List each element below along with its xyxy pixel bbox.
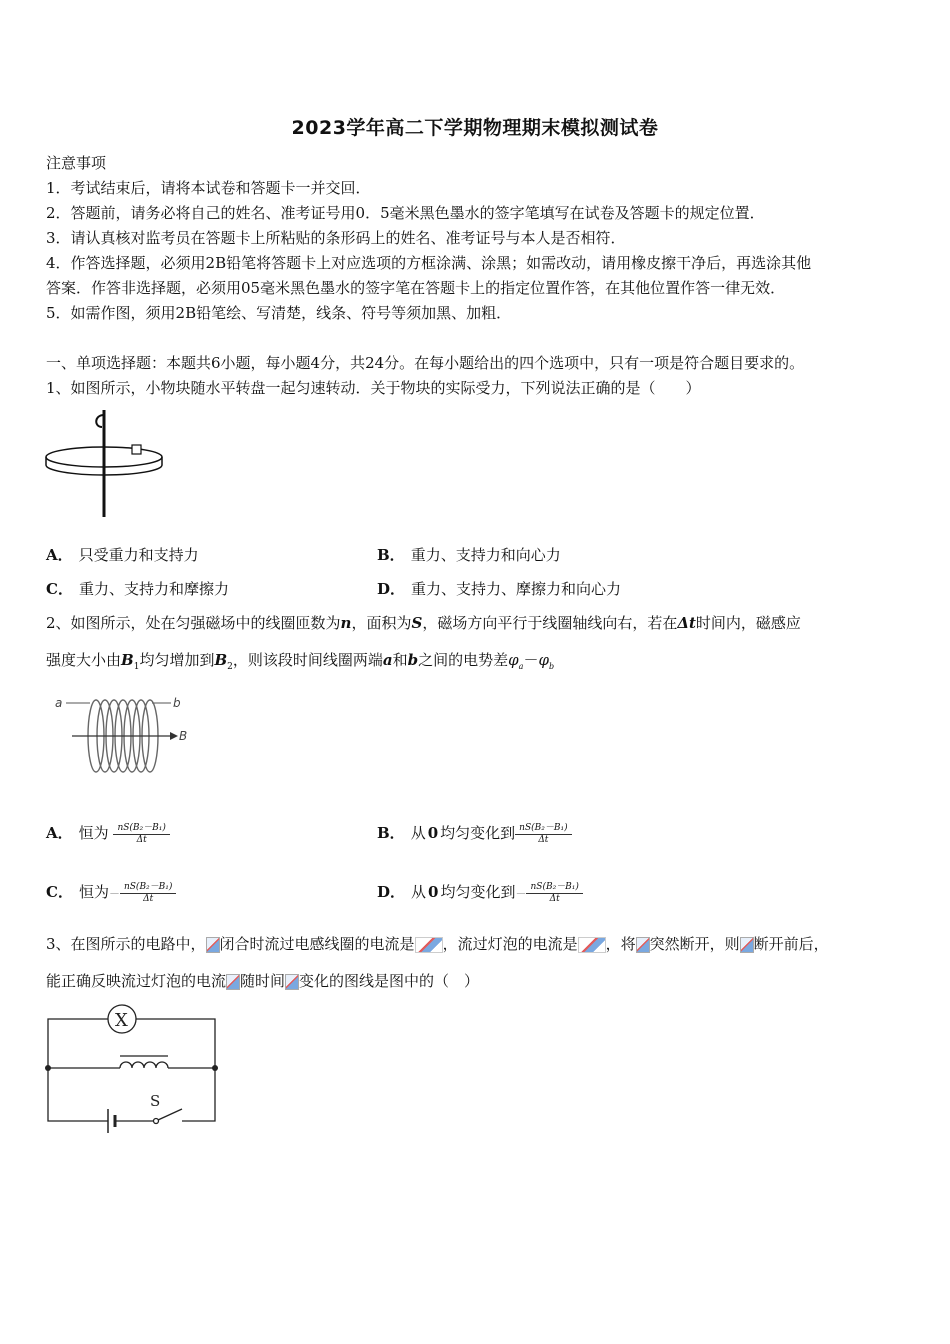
- note-item-5: 5．如需作图，须用2B铅笔绘、写清楚，线条、符号等须加黑、加粗．: [46, 304, 512, 322]
- page-title: 2023学年高二下学期物理期末模拟测试卷: [291, 117, 659, 139]
- note-item-4: 4．作答选择题，必须用2B铅笔将答题卡上对应选项的方框涂满、涂黑；如需改动，请用橡皮擦干净后，再选涂其他: [46, 254, 812, 272]
- broken-image-icon: [285, 974, 299, 990]
- q1-option-d[interactable]: D． 重力、支持力、摩擦力和向心力: [377, 580, 622, 598]
- q2-stem-line1: 2、如图所示，处在匀强磁场中的线圈匝数为n，面积为S，磁场方向平行于线圈轴线向右，若在Δt时间内，磁感应: [46, 614, 801, 632]
- fraction: $\frac{\text{nS(B₂－B₁)}}{\Delta t}$: [120, 882, 176, 905]
- q3-stem-line2: 能正确反映流过灯泡的电流 随时间 变化的图线是图中的（ ）: [46, 972, 480, 990]
- q2-stem-line2: 强度大小由$B_1$均匀增加到$B_2$，则该段时间线圈两端a和b之间的电势差$\varphi_a-\varphi_b$: [46, 651, 555, 672]
- circuit-figure: [42, 1003, 224, 1143]
- note-item-2: 2．答题前，请务必将自己的姓名、准考证号用0．5毫米黑色墨水的签字笔填写在试卷及答题卡的规定位置．: [46, 204, 765, 222]
- section-heading: 一、单项选择题：本题共6小题，每小题4分，共24分。在每小题给出的四个选项中，只有一项是符合题目要求的。: [46, 354, 805, 372]
- q2-option-b[interactable]: B． 从 0 均匀变化到 $\frac{\text{nS(B₂－B₁)}}{\Delta t}$: [377, 822, 572, 846]
- broken-image-icon: [740, 937, 754, 953]
- switch-label: S: [150, 1092, 161, 1110]
- broken-image-icon: [578, 937, 606, 953]
- broken-image-icon: [226, 974, 240, 990]
- note-item-3: 3．请认真核对监考员在答题卡上所粘贴的条形码上的姓名、准考证号与本人是否相符．: [46, 229, 626, 247]
- lamp-label: X: [115, 1010, 128, 1031]
- coil-label-a: a: [55, 696, 63, 710]
- notes-heading: 注意事项: [46, 154, 107, 172]
- fraction: $\frac{\text{nS(B₂－B₁)}}{\Delta t}$: [113, 823, 169, 846]
- broken-image-icon: [415, 937, 443, 953]
- q1-option-b[interactable]: B． 重力、支持力和向心力: [377, 546, 561, 564]
- q1-option-a[interactable]: A． 只受重力和支持力: [46, 546, 199, 564]
- q3-stem-line1: 3、在图所示的电路中， 闭合时流过电感线圈的电流是 ，流过灯泡的电流是 ，将 突然断开，则 断开前后，: [46, 935, 829, 953]
- coil-figure: [52, 690, 192, 780]
- q2-option-c[interactable]: C． 恒为－ $\frac{\text{nS(B₂－B₁)}}{\Delta t}$: [46, 881, 176, 905]
- coil-label-b: b: [173, 696, 181, 710]
- coil-label-B: B: [179, 729, 188, 743]
- broken-image-icon: [206, 937, 220, 953]
- broken-image-icon: [636, 937, 650, 953]
- q2-option-d[interactable]: D． 从 0 均匀变化到－ $\frac{\text{nS(B₂－B₁)}}{\Delta t}$: [377, 881, 583, 905]
- fraction: $\frac{\text{nS(B₂－B₁)}}{\Delta t}$: [515, 823, 571, 846]
- turntable-figure: [44, 407, 169, 519]
- note-item-1: 1．考试结束后，请将本试卷和答题卡一并交回．: [46, 179, 371, 197]
- q2-option-a[interactable]: A． 恒为 $\frac{\text{nS(B₂－B₁)}}{\Delta t}$: [46, 822, 170, 846]
- note-item-4-cont: 答案．作答非选择题，必须用05毫米黑色墨水的签字笔在答题卡上的指定位置作答，在其他位置作答一律无效．: [46, 279, 786, 297]
- q1-option-c[interactable]: C． 重力、支持力和摩擦力: [46, 580, 229, 598]
- q1-stem: 1、如图所示，小物块随水平转盘一起匀速转动．关于物块的实际受力，下列说法正确的是（ ）: [46, 379, 701, 397]
- fraction: $\frac{\text{nS(B₂－B₁)}}{\Delta t}$: [526, 882, 582, 905]
